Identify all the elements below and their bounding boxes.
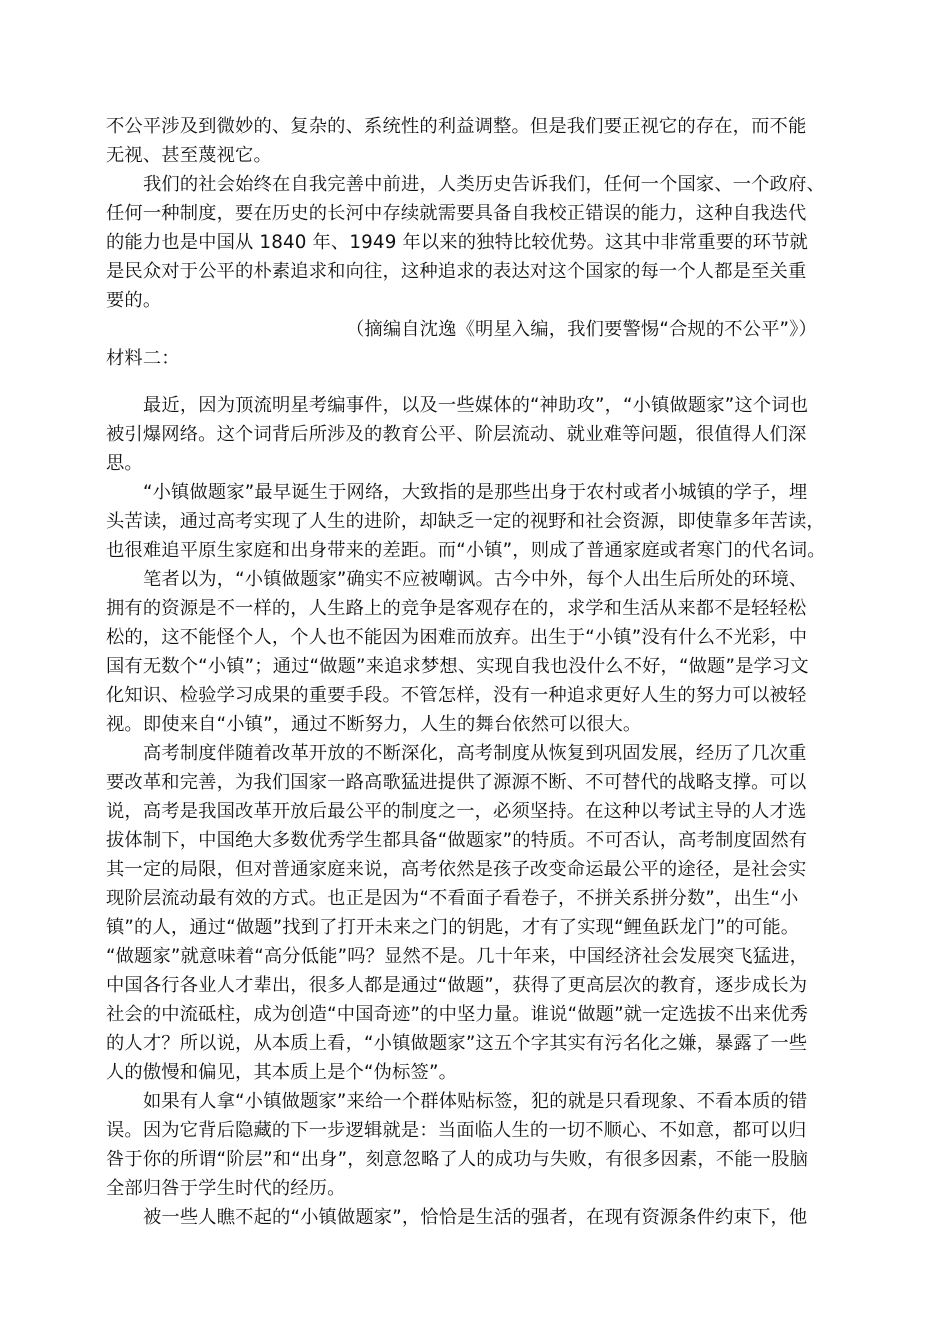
paragraph-line: 全部归咎于学生时代的经历。 [106,1178,346,1199]
paragraph-line: 笔者以为，“小镇做题家”确实不应被嘲讽。古今中外，每个人出生后所处的环境、 [143,569,808,590]
paragraph-line: 被引爆网络。这个词背后所涉及的教育公平、阶层流动、就业难等问题，很值得人们深 [106,424,807,445]
paragraph-line: 其一定的局限，但对普通家庭来说，高考依然是孩子改变命运最公平的途径，是社会实 [106,859,807,880]
paragraph-line: 现阶层流动最有效的方式。也正是因为“不看面子看卷子，不拼关系拼分数”，出生“小 [106,888,799,909]
paragraph-line: 咎于你的所谓“阶层”和“出身”，刻意忽略了人的成功与失败，有很多因素，不能一股脑 [106,1149,809,1170]
paragraph-line: 最近，因为顶流明星考编事件，以及一些媒体的“神助攻”，“小镇做题家”这个词也 [143,395,809,416]
paragraph-line: 误。因为它背后隐藏的下一步逻辑就是：当面临人生的一切不顺心、不如意，都可以归 [106,1120,807,1141]
paragraph-line: 是民众对于公平的朴素追求和向往，这种追求的表达对这个国家的每一个人都是至关重 [106,261,807,282]
paragraph-line: 松的，这不能怪个人，个人也不能因为困难而放弃。出生于“小镇”没有什么不光彩，中 [106,627,808,648]
paragraph-line: 的人才？所以说，从本质上看，“小镇做题家”这五个字其实有污名化之嫌，暴露了一些 [106,1033,808,1054]
paragraph-line: 人的傲慢和偏见，其本质上是个“伪标签”。 [106,1062,458,1083]
paragraph-line: “做题家”就意味着“高分低能”吗？显然不是。几十年来，中国经济社会发展突飞猛进， [106,946,809,967]
paragraph-line: 不公平涉及到微妙的、复杂的、系统性的利益调整。但是我们要正视它的存在，而不能 [106,116,807,137]
paragraph-line: 如果有人拿“小镇做题家”来给一个群体贴标签，犯的就是只看现象、不看本质的错 [143,1091,808,1112]
paragraph-line: 拥有的资源是不一样的，人生路上的竞争是客观存在的，求学和生活从来都不是轻轻松 [106,598,807,619]
paragraph-line: 我们的社会始终在自我完善中前进，人类历史告诉我们，任何一个国家、一个政府、 [143,174,825,195]
paragraph-line: 拔体制下，中国绝大多数优秀学生都具备“做题家”的特质。不可否认，高考制度固然有 [106,830,808,851]
paragraph-line: 高考制度伴随着改革开放的不断深化，高考制度从恢复到巩固发展，经历了几次重 [143,743,807,764]
paragraph-line: 化知识、检验学习成果的重要手段。不管怎样，没有一种追求更好人生的努力可以被轻 [106,685,807,706]
paragraph-line: 要改革和完善，为我们国家一路高歌猛进提供了源源不断、不可替代的战略支撑。可以 [106,772,807,793]
paragraph-line: “小镇做题家”最早诞生于网络，大致指的是那些出身于农村或者小城镇的学子，埋 [143,482,808,503]
paragraph-line: 任何一种制度，要在历史的长河中存续就需要具备自我校正错误的能力，这种自我迭代 [106,203,807,224]
paragraph-line: 镇”的人，通过“做题”找到了打开未来之门的钥匙，才有了实现“鲤鱼跃龙门”的可能。 [106,917,800,938]
paragraph-line: 思。 [106,453,143,474]
spacer [106,373,850,391]
paragraph-line: 视。即使来自“小镇”，通过不断努力，人生的舞台依然可以很大。 [106,714,642,735]
paragraph-line: 无视、甚至蔑视它。 [106,145,272,166]
paragraph-line: 国有无数个“小镇”；通过“做题”来追求梦想、实现自我也没什么不好，“做题”是学习文 [106,656,809,677]
source-attribution: （摘编自沈逸《明星入编，我们要警惕“合规的不公平”》） [346,319,817,340]
paragraph-line: 社会的中流砥柱，成为创造“中国奇迹”的中坚力量。谁说“做题”就一定选拔不出来优秀 [106,1004,809,1025]
paragraph-line: 的能力也是中国从 1840 年、1949 年以来的独特比较优势。这其中非常重要的环节就 [106,232,808,253]
section-heading: 材料二： [106,348,180,369]
article-body [106,112,850,1232]
paragraph-line: 头苦读，通过高考实现了人生的进阶，却缺乏一定的视野和社会资源，即使靠多年苦读， [106,511,825,532]
paragraph-line: 也很难追平原生家庭和出身带来的差距。而“小镇”，则成了普通家庭或者寒门的代名词。 [106,540,826,561]
paragraph-line: 中国各行各业人才辈出，很多人都是通过“做题”，获得了更高层次的教育，逐步成长为 [106,975,808,996]
paragraph-line: 被一些人瞧不起的“小镇做题家”，恰恰是生活的强者，在现有资源条件约束下，他 [143,1207,808,1228]
paragraph-line: 要的。 [106,290,162,311]
paragraph-line: 说，高考是我国改革开放后最公平的制度之一，必须坚持。在这种以考试主导的人才选 [106,801,807,822]
